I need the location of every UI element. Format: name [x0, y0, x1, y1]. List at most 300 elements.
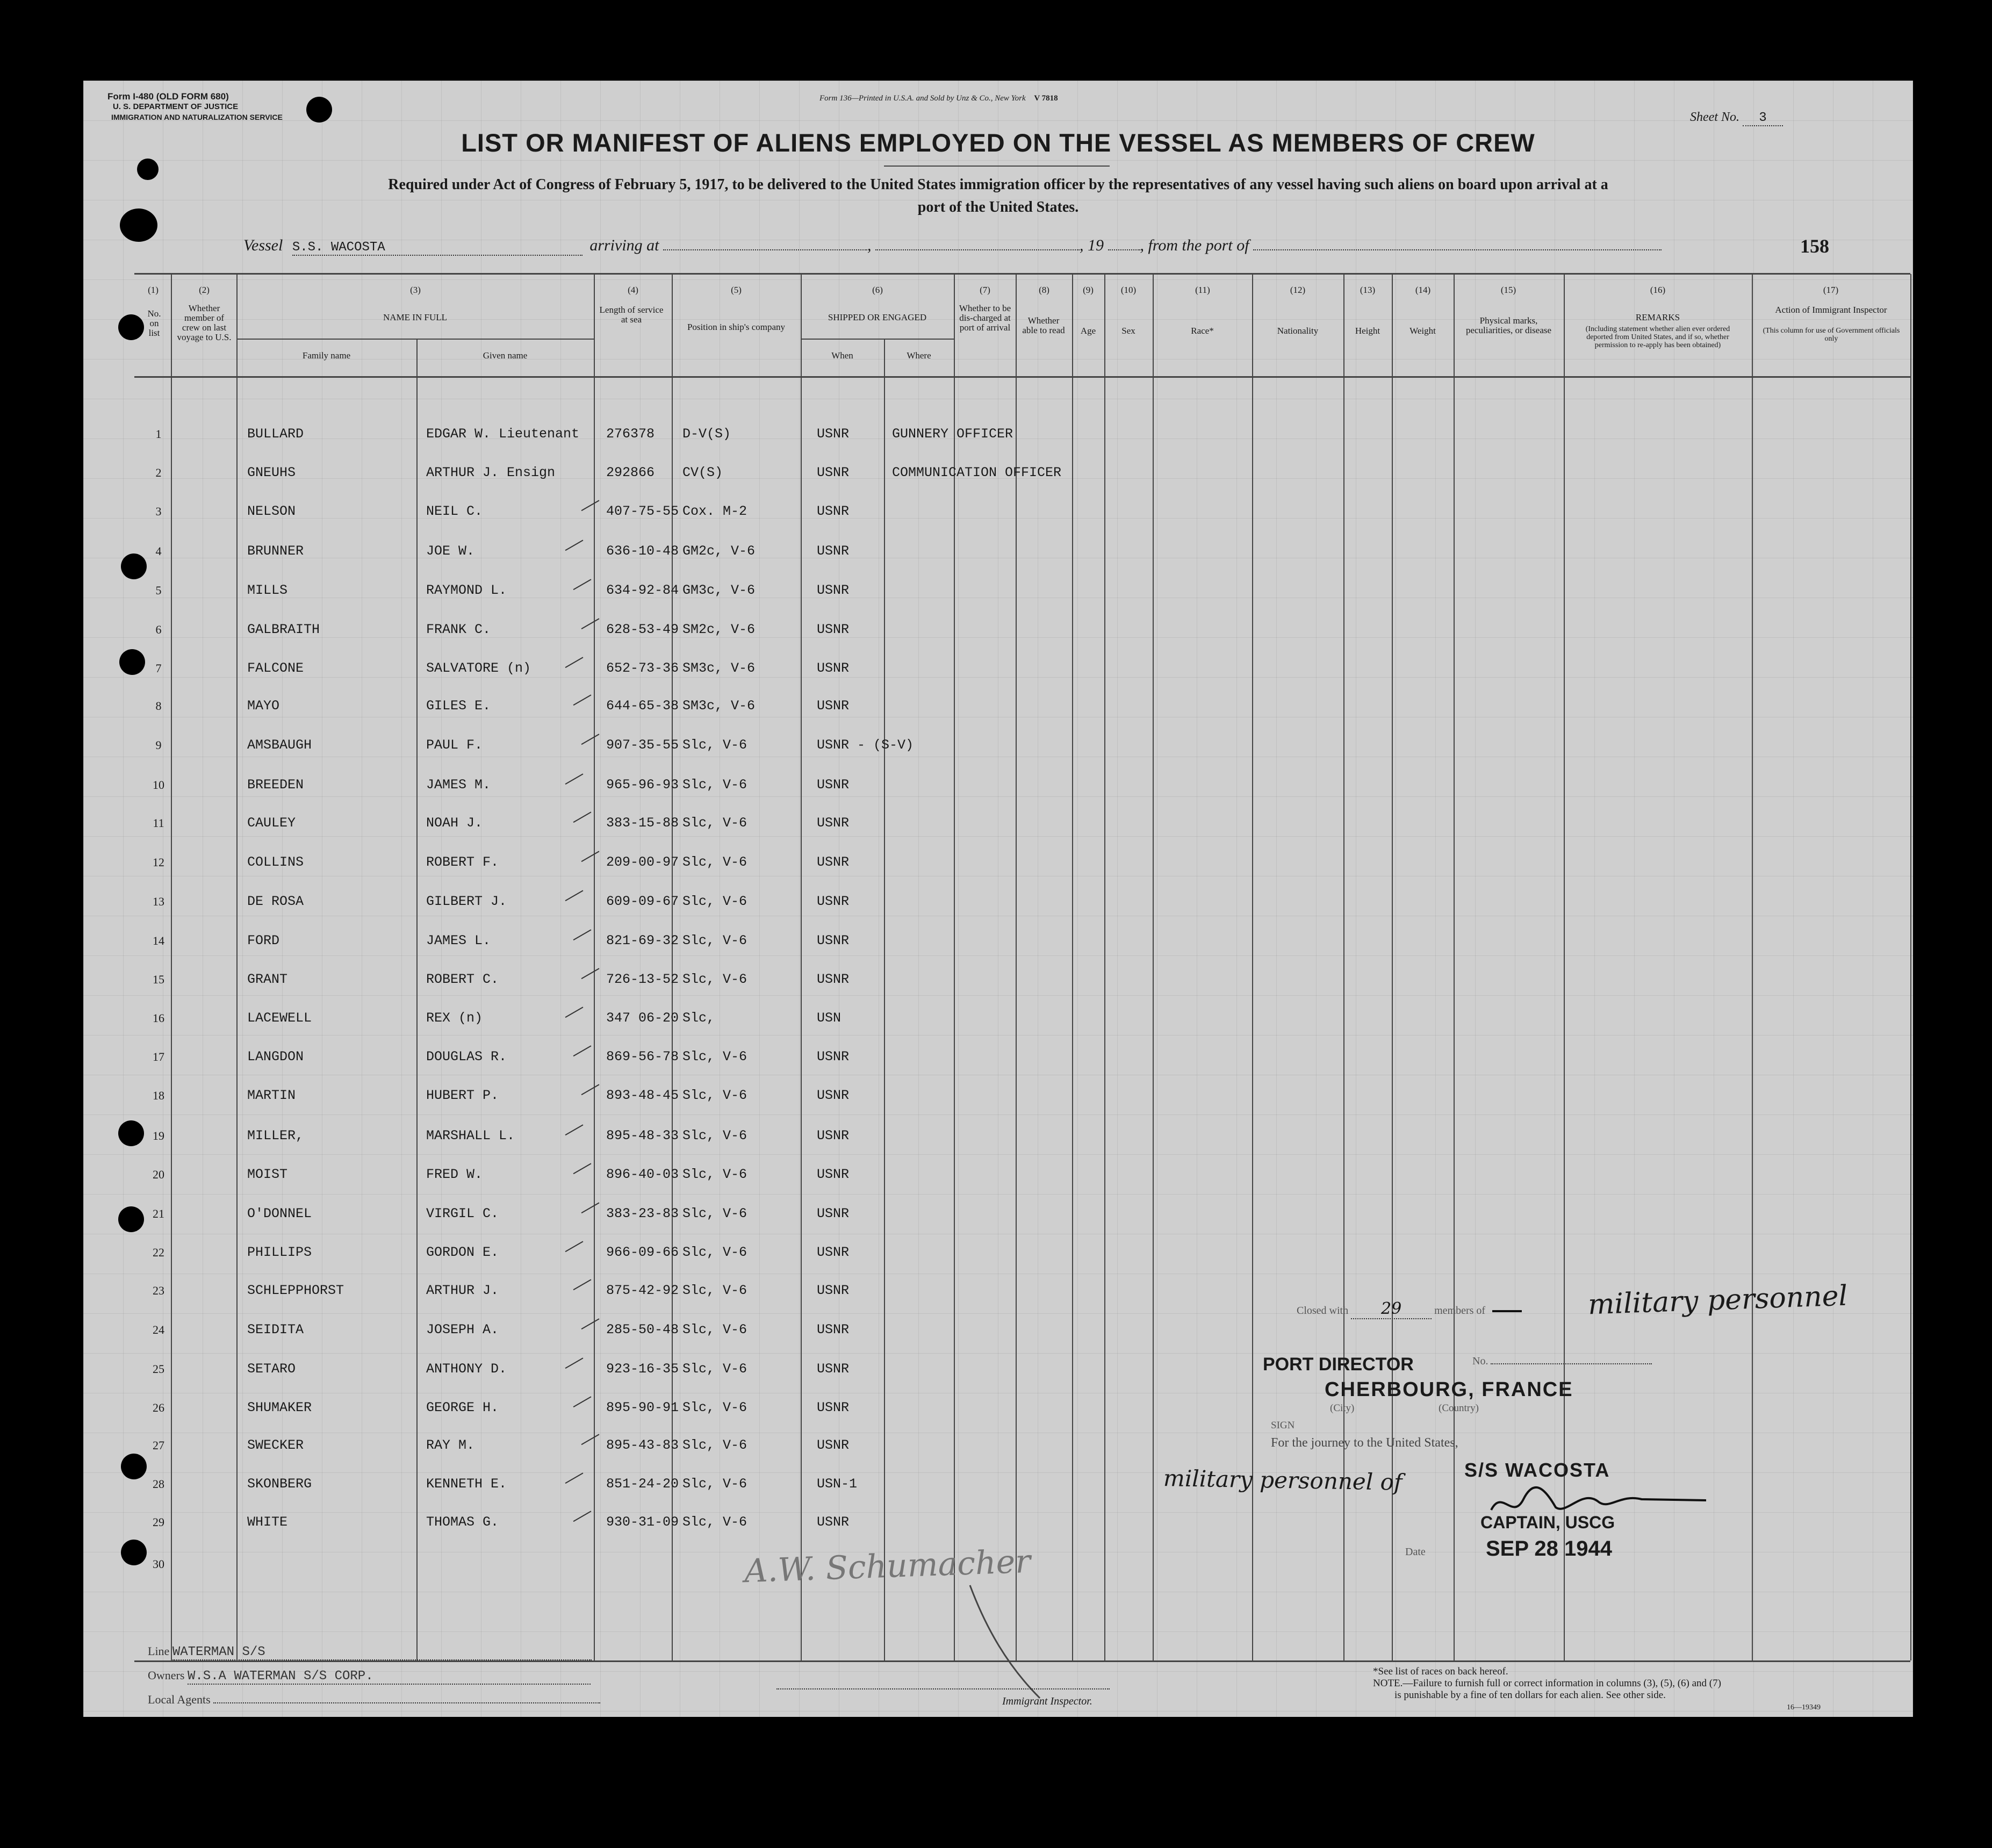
stamp-date: SEP 28 1944	[1486, 1537, 1613, 1561]
cell-position: Slc, V-6	[682, 737, 747, 753]
cell-when: USNR	[817, 1283, 850, 1298]
cell-given: GILBERT J.	[426, 894, 507, 909]
col-divider	[884, 339, 885, 1660]
cell-when: USNR	[817, 426, 850, 442]
cell-position: Slc,	[682, 1010, 715, 1026]
check-mark	[577, 960, 600, 979]
cell-when: USNR	[817, 1400, 850, 1415]
sheet-value: 3	[1743, 111, 1783, 126]
cell-position: Slc, V-6	[682, 933, 747, 948]
members-of-label: members of	[1434, 1305, 1486, 1317]
header-discharged: Whether to be dis-charged at port of arrival	[959, 303, 1011, 333]
cell-no: 23	[153, 1284, 164, 1297]
port-director: PORT DIRECTOR	[1263, 1354, 1414, 1375]
cell-service: 896-40-03	[606, 1167, 679, 1182]
cell-no: 14	[153, 934, 164, 947]
cell-family: MARTIN	[247, 1088, 296, 1103]
cell-given: GORDON E.	[426, 1245, 499, 1260]
cell-no: 27	[153, 1439, 164, 1452]
footer-owners-label: Owners	[148, 1669, 185, 1682]
closed-count: 29	[1351, 1299, 1432, 1319]
cell-no: 22	[153, 1246, 164, 1259]
cell-family: SHUMAKER	[247, 1400, 312, 1415]
arriving-label: arriving at	[589, 236, 659, 254]
cell-no: 15	[153, 973, 164, 986]
cell-position: Cox. M-2	[682, 504, 747, 519]
cell-position: CV(S)	[682, 465, 723, 480]
col-divider	[1104, 274, 1105, 1660]
check-mark	[560, 1116, 584, 1135]
header-shipped-engaged: SHIPPED OR ENGAGED	[828, 312, 927, 322]
cell-position: Slc, V-6	[682, 1283, 747, 1298]
cell-service: 895-90-91	[606, 1400, 679, 1415]
cell-given: HUBERT P.	[426, 1088, 499, 1103]
cell-family: PHILLIPS	[247, 1245, 312, 1260]
department: U. S. DEPARTMENT OF JUSTICE	[113, 102, 239, 111]
cell-given: PAUL F.	[426, 737, 483, 753]
vessel-line: Vessel S.S. WACOSTA arriving at , , 19 , from the port of	[243, 236, 1662, 256]
date-label: Date	[1405, 1546, 1426, 1558]
cell-no: 16	[153, 1011, 164, 1025]
printer-line	[819, 94, 1058, 103]
cell-family: MILLER,	[247, 1128, 304, 1144]
cell-where: COMMUNICATION OFFICER	[892, 465, 1062, 480]
vessel-label: Vessel	[243, 236, 283, 254]
cell-family: MOIST	[247, 1167, 288, 1182]
cell-given: GEORGE H.	[426, 1400, 499, 1415]
form-id: Form I-480 (OLD FORM 680)	[107, 91, 229, 102]
check-mark	[560, 765, 584, 785]
cell-when: USNR	[817, 1245, 850, 1260]
handwritten-military: military personnel of	[1163, 1465, 1403, 1495]
header-length-service: Length of service at sea	[599, 305, 664, 325]
check-mark	[569, 686, 592, 706]
col-number: (8)	[1039, 285, 1049, 295]
col-number: (4)	[628, 285, 638, 295]
cell-position: Slc, V-6	[682, 1322, 747, 1338]
closed-dash	[1492, 1310, 1522, 1312]
cell-position: Slc, V-6	[682, 1245, 747, 1260]
from-port-label: from the port of	[1148, 236, 1249, 254]
cell-service: 628-53-49	[606, 622, 679, 637]
cell-no: 4	[155, 544, 162, 558]
check-mark	[577, 1310, 600, 1329]
col-number: (5)	[731, 285, 742, 295]
header-whether-member: Whether member of crew on last voyage to U.S.	[177, 303, 232, 342]
header-given-name: Given name	[483, 350, 528, 361]
cell-position: GM2c, V-6	[682, 543, 756, 559]
footer-agents-label: Local Agents	[148, 1693, 211, 1706]
cell-service: 930-31-09	[606, 1514, 679, 1530]
cell-family: WHITE	[247, 1514, 288, 1530]
cell-when: USNR	[817, 660, 850, 676]
check-mark	[569, 1155, 592, 1174]
cell-family: DE ROSA	[247, 894, 304, 909]
check-mark	[569, 803, 592, 823]
arriving-date-field	[875, 249, 1080, 250]
from-port-field	[1253, 249, 1662, 250]
inspector-label: Immigrant Inspector.	[1002, 1695, 1092, 1707]
cell-family: SETARO	[247, 1361, 296, 1377]
col-divider	[1752, 274, 1753, 1660]
cell-position: Slc, V-6	[682, 1049, 747, 1065]
cell-family: BRUNNER	[247, 543, 304, 559]
cell-no: 24	[153, 1323, 164, 1336]
header-able-read: Whether able to read	[1022, 315, 1065, 335]
col-number: (15)	[1500, 285, 1516, 295]
cell-service: 875-42-92	[606, 1283, 679, 1298]
header-remarks: REMARKS	[1635, 312, 1680, 322]
cell-family: NELSON	[247, 504, 296, 519]
cell-no: 7	[155, 661, 162, 675]
col-divider	[416, 339, 418, 1660]
shipped-subrule	[801, 339, 954, 340]
col-number: (7)	[980, 285, 990, 295]
cell-service: 644-65-38	[606, 698, 679, 714]
cell-family: BULLARD	[247, 426, 304, 442]
cell-when: USN-1	[817, 1476, 858, 1492]
cell-given: REX (n)	[426, 1010, 483, 1026]
col-divider	[1252, 274, 1253, 1660]
cell-service: 407-75-55	[606, 504, 679, 519]
races-note: *See list of races on back hereof.	[1373, 1666, 1508, 1677]
cell-service: 383-15-88	[606, 815, 679, 831]
subtitle-line-1: Required under Act of Congress of February 5, 1917, to be delivered to the United States immigration officer by the representatives of any vessel having such aliens on board upon arrival at a	[388, 176, 1608, 193]
header-remarks-note: (Including statement whether alien ever ordered deported from United States, and if so, whether permission to re-apply has been obtained)	[1585, 325, 1730, 349]
cell-when: USNR	[817, 698, 850, 714]
cell-given: MARSHALL L.	[426, 1128, 515, 1144]
cell-given: ARTHUR J.	[426, 1283, 499, 1298]
cell-service: 636-10-48	[606, 543, 679, 559]
cell-no: 2	[155, 466, 162, 479]
cell-given: ARTHUR J. Ensign	[426, 465, 556, 480]
check-mark	[569, 1037, 592, 1056]
cell-family: FORD	[247, 933, 280, 948]
col-number: (6)	[872, 285, 883, 295]
cell-no: 29	[153, 1515, 164, 1529]
signature-stroke	[965, 1580, 1051, 1703]
cell-family: SCHLEPPHORST	[247, 1283, 344, 1298]
sign-label: SIGN	[1271, 1420, 1295, 1431]
arriving-port-field	[663, 249, 867, 250]
cell-no: 5	[155, 584, 162, 597]
table-top-rule	[134, 273, 1910, 275]
cell-when: USNR	[817, 1167, 850, 1182]
cell-no: 12	[153, 855, 164, 869]
cell-given: FRANK C.	[426, 622, 491, 637]
cell-family: GALBRAITH	[247, 622, 320, 637]
country-label: (Country)	[1439, 1403, 1479, 1414]
cell-given: EDGAR W. Lieutenant	[426, 426, 580, 442]
col-divider	[1454, 274, 1455, 1660]
cell-when: USN	[817, 1010, 842, 1026]
cell-family: LACEWELL	[247, 1010, 312, 1026]
cell-service: 851-24-20	[606, 1476, 679, 1492]
cell-given: GILES E.	[426, 698, 491, 714]
check-mark	[577, 843, 600, 862]
year-prefix: 19	[1088, 236, 1104, 254]
cell-given: JOSEPH A.	[426, 1322, 499, 1338]
cell-when: USNR	[817, 1206, 850, 1221]
cell-when: USNR	[817, 543, 850, 559]
cell-no: 30	[153, 1557, 164, 1571]
cell-when: USNR	[817, 622, 850, 637]
cell-no: 19	[153, 1129, 164, 1142]
inspector-signature-line	[776, 1687, 1110, 1689]
cell-when: USNR	[817, 1437, 850, 1453]
col-number: (9)	[1083, 285, 1094, 295]
cell-family: GRANT	[247, 972, 288, 987]
col-divider	[1392, 274, 1393, 1660]
col-divider	[1343, 274, 1344, 1660]
footer-line	[148, 1644, 592, 1660]
cell-position: Slc, V-6	[682, 1088, 747, 1103]
cell-no: 28	[153, 1477, 164, 1491]
cell-when: USNR	[817, 1322, 850, 1338]
cell-when: USNR	[817, 894, 850, 909]
cell-position: Slc, V-6	[682, 1206, 747, 1221]
page-title: LIST OR MANIFEST OF ALIENS EMPLOYED ON THE VESSEL AS MEMBERS OF CREW	[461, 128, 1535, 157]
cell-when: USNR	[817, 933, 850, 948]
cell-position: Slc, V-6	[682, 1167, 747, 1182]
header-physical-marks: Physical marks, peculiarities, or disease	[1465, 315, 1552, 335]
header-position: Position in ship's company	[687, 322, 786, 332]
cell-given: RAY M.	[426, 1437, 475, 1453]
printer-code: V 7818	[1034, 94, 1058, 103]
header-nationality: Nationality	[1277, 326, 1319, 336]
cell-family: COLLINS	[247, 854, 304, 870]
cell-service: 893-48-45	[606, 1088, 679, 1103]
cell-family: CAULEY	[247, 815, 296, 831]
sheet-label: Sheet No.	[1690, 110, 1739, 124]
cell-position: Slc, V-6	[682, 1361, 747, 1377]
check-mark	[560, 882, 584, 901]
city-label: (City)	[1330, 1403, 1355, 1414]
cell-when: USNR	[817, 1128, 850, 1144]
cell-service: 347 06-20	[606, 1010, 679, 1026]
cell-when: USNR	[817, 583, 850, 598]
cell-position: Slc, V-6	[682, 972, 747, 987]
cell-position: SM3c, V-6	[682, 698, 756, 714]
punch-hole	[118, 314, 144, 340]
captain-label: CAPTAIN, USCG	[1480, 1513, 1615, 1532]
check-mark	[569, 1388, 592, 1407]
check-mark	[577, 725, 600, 745]
title-rule	[884, 166, 1110, 167]
cell-given: JAMES L.	[426, 933, 491, 948]
cell-given: NOAH J.	[426, 815, 483, 831]
cell-no: 1	[155, 427, 162, 441]
cell-position: Slc, V-6	[682, 854, 747, 870]
col-number: (13)	[1360, 285, 1376, 295]
cell-no: 21	[153, 1207, 164, 1220]
footer-owners-value: W.S.A WATERMAN S/S CORP.	[188, 1669, 591, 1685]
check-mark	[569, 921, 592, 940]
footer-line-label: Line	[148, 1644, 170, 1658]
check-mark	[569, 1502, 592, 1522]
cell-when: USNR	[817, 972, 850, 987]
cell-position: Slc, V-6	[682, 1400, 747, 1415]
header-sex: Sex	[1121, 326, 1135, 336]
check-mark	[560, 1464, 584, 1484]
col-divider	[1153, 274, 1154, 1660]
cell-family: SWECKER	[247, 1437, 304, 1453]
header-race: Race*	[1191, 326, 1214, 336]
col-number: (14)	[1415, 285, 1431, 295]
col-divider	[171, 274, 172, 1660]
col-number: (3)	[410, 285, 421, 295]
cell-family: LANGDON	[247, 1049, 304, 1065]
check-mark	[577, 1194, 600, 1213]
col-number: (12)	[1290, 285, 1306, 295]
footer-owners	[148, 1669, 591, 1685]
cell-given: SALVATORE (n)	[426, 660, 531, 676]
col-number: (2)	[199, 285, 210, 295]
cell-no: 17	[153, 1050, 164, 1063]
cell-position: Slc, V-6	[682, 1476, 747, 1492]
header-action-inspector: Action of Immigrant Inspector	[1775, 305, 1887, 315]
cell-family: SEIDITA	[247, 1322, 304, 1338]
cell-family: FALCONE	[247, 660, 304, 676]
header-bottom-rule	[134, 376, 1910, 378]
closed-with-line	[1297, 1299, 1526, 1319]
cell-service: 383-23-83	[606, 1206, 679, 1221]
no-field	[1491, 1363, 1652, 1364]
cell-position: Slc, V-6	[682, 1437, 747, 1453]
cell-position: SM3c, V-6	[682, 660, 756, 676]
no-label	[1472, 1355, 1652, 1368]
sheet-number	[1690, 110, 1783, 126]
cell-given: THOMAS G.	[426, 1514, 499, 1530]
note-line-1: NOTE.—Failure to furnish full or correct information in columns (3), (5), (6) and (7)	[1373, 1678, 1721, 1689]
cell-service: 923-16-35	[606, 1361, 679, 1377]
cell-position: SM2c, V-6	[682, 622, 756, 637]
col-divider	[1910, 274, 1911, 1660]
cell-no: 13	[153, 895, 164, 908]
cell-position: Slc, V-6	[682, 1514, 747, 1530]
cell-service: 292866	[606, 465, 655, 480]
header-when: When	[831, 350, 853, 361]
header-family-name: Family name	[302, 350, 351, 361]
cell-service: 285-50-48	[606, 1322, 679, 1338]
cell-family: MILLS	[247, 583, 288, 598]
cell-service: 276378	[606, 426, 655, 442]
cell-service: 895-48-33	[606, 1128, 679, 1144]
year-field	[1108, 249, 1140, 250]
check-mark	[560, 1349, 584, 1369]
cell-family: MAYO	[247, 698, 280, 714]
header-age: Age	[1080, 326, 1096, 336]
cell-service: 869-56-78	[606, 1049, 679, 1065]
check-mark	[577, 1076, 600, 1095]
cell-given: JOE W.	[426, 543, 475, 559]
col-divider	[1072, 274, 1073, 1660]
col-divider	[236, 274, 238, 1660]
cell-service: 209-00-97	[606, 854, 679, 870]
cell-given: DOUGLAS R.	[426, 1049, 507, 1065]
punch-hole	[306, 97, 332, 123]
footer-agents	[148, 1693, 600, 1707]
name-subrule	[236, 339, 594, 340]
cell-no: 9	[155, 738, 162, 752]
form-code: 16—19349	[1787, 1703, 1821, 1712]
cell-service: 907-35-55	[606, 737, 679, 753]
cell-given: KENNETH E.	[426, 1476, 507, 1492]
note-line-2: is punishable by a fine of ten dollars for each alien. See other side.	[1394, 1689, 1666, 1701]
check-mark	[560, 1233, 584, 1252]
journey-line: For the journey to the United States,	[1271, 1436, 1458, 1450]
col-number: (1)	[148, 285, 159, 295]
closed-with-label: Closed with	[1297, 1305, 1349, 1317]
col-number: (17)	[1823, 285, 1839, 295]
cell-given: ROBERT F.	[426, 854, 499, 870]
col-divider	[954, 274, 955, 1660]
cell-family: BREEDEN	[247, 777, 304, 793]
cell-when: USNR	[817, 1088, 850, 1103]
cell-where: GUNNERY OFFICER	[892, 426, 1013, 442]
header-name-in-full: NAME IN FULL	[383, 312, 447, 322]
col-number: (10)	[1120, 285, 1137, 295]
cell-service: 895-43-83	[606, 1437, 679, 1453]
header-no-on-list: No. on list	[147, 308, 161, 338]
city-country: CHERBOURG, FRANCE	[1325, 1378, 1573, 1401]
check-mark	[560, 649, 584, 668]
cell-given: NEIL C.	[426, 504, 483, 519]
cell-given: VIRGIL C.	[426, 1206, 499, 1221]
printer-text: Form 136—Printed in U.S.A. and Sold by Unz & Co., New York	[819, 94, 1026, 103]
cell-position: GM3c, V-6	[682, 583, 756, 598]
check-mark	[560, 531, 584, 551]
cell-position: Slc, V-6	[682, 1128, 747, 1144]
cell-given: JAMES M.	[426, 777, 491, 793]
cell-when: USNR	[817, 1049, 850, 1065]
header-height: Height	[1355, 326, 1380, 336]
cell-no: 8	[155, 699, 162, 713]
cell-service: 609-09-67	[606, 894, 679, 909]
handwritten-personnel: military personnel	[1587, 1279, 1849, 1321]
cell-when: USNR	[817, 465, 850, 480]
cell-no: 26	[153, 1401, 164, 1414]
inspector-signature: A.W. Schumacher	[743, 1542, 1031, 1591]
check-mark	[577, 492, 600, 511]
cell-no: 25	[153, 1362, 164, 1376]
cell-service: 652-73-36	[606, 660, 679, 676]
cell-when: USNR	[817, 854, 850, 870]
header-weight: Weight	[1409, 326, 1436, 336]
cell-given: FRED W.	[426, 1167, 483, 1182]
vessel-name: S.S. WACOSTA	[292, 240, 583, 256]
col-divider	[1016, 274, 1017, 1660]
punch-hole	[121, 1454, 147, 1479]
cell-no: 3	[155, 505, 162, 518]
cell-service: 966-09-66	[606, 1245, 679, 1260]
cell-no: 6	[155, 623, 162, 636]
cell-given: ANTHONY D.	[426, 1361, 507, 1377]
header-where: Where	[907, 350, 931, 361]
service-name: IMMIGRATION AND NATURALIZATION SERVICE	[111, 113, 283, 121]
cell-no: 20	[153, 1168, 164, 1181]
footer-agents-field	[213, 1702, 600, 1703]
check-mark	[577, 1426, 600, 1445]
col-number: (11)	[1195, 285, 1210, 295]
col-divider	[801, 274, 802, 1660]
cell-when: USNR	[817, 815, 850, 831]
cell-service: 965-96-93	[606, 777, 679, 793]
cell-when: USNR	[817, 504, 850, 519]
header-action-note: (This column for use of Government officials only	[1763, 327, 1900, 343]
col-number: (16)	[1650, 285, 1666, 295]
cell-service: 821-69-32	[606, 933, 679, 948]
